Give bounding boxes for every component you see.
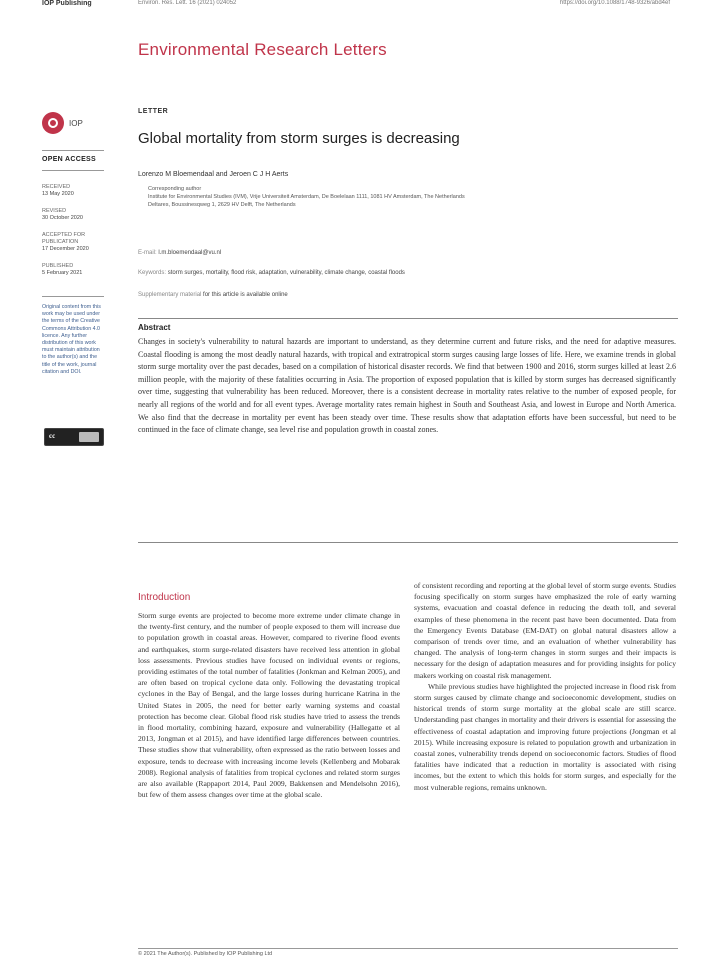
sidebar-divider: [42, 150, 104, 151]
body-column-right: [414, 580, 676, 793]
article-type: LETTER: [138, 108, 169, 115]
body-paragraph: While previous studies have highlighted the projected increase in flood risk from storm surges caused by climate change and socioeconomic development, studies on historical trends of storm surge mortality at the global scale are still scarce. Understanding past changes in mortality and their drivers is essential for assessing the effectiveness of coastal adaptation and improving future projections (Jongman et al 2015). While increasing exposure is related to population growth and urbanization in coastal zones, vulnerability trends depend on socioeconomic factors. Studies of flood fatalities have indicated that a reduction in mortality is associated with rising incomes, but the extent to which this holds for storm surges, and especially for the most vulnerable regions, remains unknown.: [414, 681, 676, 792]
article-title: Global mortality from storm surges is decreasing: [138, 130, 460, 147]
affiliation-line: Institute for Environmental Studies (IVM), Vrije Universiteit Amsterdam, De Boelelaan 1111, 1081 HV Amsterdam, The Netherlands: [148, 194, 465, 200]
doi-link[interactable]: https://doi.org/10.1088/1748-9326/abd4ef: [559, 0, 670, 6]
author-list[interactable]: Lorenzo M Bloemendaal and Jeroen C J H Aerts: [138, 171, 289, 178]
sidebar-divider: [42, 296, 104, 297]
open-access-label: OPEN ACCESS: [42, 156, 96, 163]
abstract-top-rule: [138, 318, 678, 319]
history-accepted-date: 17 December 2020: [42, 246, 89, 252]
body-paragraph: of consistent recording and reporting at the global level of storm surge events. Studies focusing specifically on storm surges have emphasized the role of early warning systems, evacuation and coastal defence in reducing the death toll, and several examples of these phenomena in the recent past have been documented. Data from the Emergency Events Database (EM-DAT) on global natural disasters allow a comparison of trends over time, and an evaluation of whether vulnerability has changed. The analysis of long-term changes in storm surges and their impacts is necessary for the design of adaptation measures and for providing insights for policy makers working on coastal risk management.: [414, 581, 676, 680]
keywords-value: storm surges, mortality, flood risk, adaptation, vulnerability, climate change, coastal floods: [167, 270, 405, 276]
supplementary-key[interactable]: Supplementary material: [138, 292, 202, 298]
introduction-heading: Introduction: [138, 592, 191, 603]
affiliation-line: Deltares, Boussinesqweg 1, 2629 HV Delft, The Netherlands: [148, 202, 296, 208]
footer-copyright: © 2021 The Author(s). Published by IOP Publishing Ltd: [138, 951, 273, 957]
keywords-key: Keywords:: [138, 270, 167, 276]
history-received-label: RECEIVED: [42, 184, 71, 190]
publisher-logo-text: IOP: [69, 119, 83, 128]
abstract-bottom-rule: [138, 542, 678, 543]
cc-by-icon: [79, 432, 99, 442]
history-received-date: 13 May 2020: [42, 191, 74, 197]
journal-citation: Environ. Res. Lett. 16 (2021) 024052: [138, 0, 237, 6]
body-column-left: [138, 610, 400, 800]
journal-title[interactable]: Environmental Research Letters: [138, 40, 387, 59]
affiliations: [148, 186, 668, 210]
sidebar-divider: [42, 170, 104, 171]
history-published-label: PUBLISHED: [42, 263, 74, 269]
history-revised-date: 30 October 2020: [42, 215, 83, 221]
affiliation-line: Corresponding author: [148, 186, 202, 192]
creative-commons-badge[interactable]: [44, 428, 104, 446]
history-published-date: 5 February 2021: [42, 270, 83, 276]
email-key: E-mail:: [138, 250, 157, 256]
publisher-logo: [42, 112, 100, 136]
cc-icon: cc: [49, 432, 56, 440]
history-revised-label: REVISED: [42, 208, 67, 214]
publisher-name: IOP Publishing: [42, 0, 92, 7]
footer-rule: [138, 948, 678, 949]
supplementary-line: [138, 292, 288, 298]
body-paragraph: Storm surge events are projected to become more extreme under climate change in the twenty-first century, and the number of people exposed to them will increase due to population growth in coastal areas. However, compared to riverine flood events and earthquakes, storm surge-related disasters have received less attention in global loss assessments. Previous studies have focused on individual events or regions, providing estimates of the total number of fatalities (Jonkman and Kelman 2005), and are often based on tropical cyclone data only. Following the devastating tropical cyclones in the Bay of Bengal, and the large losses during hurricane Katrina in the United States in 2005, the need for better early warning systems and coastal protection has become clear. Global flood risk studies have tried to assess the trends in flood mortality, combining hazard, exposure and vulnerability (Hallegatte et al 2013, Jongman et al 2015), and have identified large differences between countries. These studies show that vulnerability, often expressed as the ratio between losses and exposure, tends to decrease with increasing income levels (Kellenberg and Mobarak 2008). Regional analysis of fatalities from tropical cyclones and related storm surges are also available (Rappaport 2014, Paul 2009, Bakkensen and Mendelsohn 2016), but few of them assess changes over time at the global scale.: [138, 611, 400, 800]
publisher-logo-icon: [42, 112, 64, 134]
abstract-heading: Abstract: [138, 323, 171, 332]
abstract-text: Changes in society's vulnerability to natural hazards are important to understand, as they determine current and future risks, and the need for adaptive measures. Coastal flooding is among the most deadly natural hazards, with tropical and extratropical storm surges causing large losses of life. Here, we examine trends in global storm surge mortality over the past decades, based on a compilation of historical disaster records. We find that between 1900 and 2016, storm surges killed at least 2.6 million people, with the majority of these fatalities occurring in Asia. The proportion of exposed population that is killed by storm surges has decreased significantly over time, suggesting that vulnerability has been reduced. Moreover, there is a consistent decrease in mortality rates relative to the number of exposed people, for nearly all regions of the world and for all event types. Average mortality rates remain highest in South and Southeast Asia, and lowest in Europe and North America. We also find that the decrease in mortality per event has been steady over time. These results show that adaptation efforts have been successful, but need to be continued in the face of climate change, sea level rise and population growth in coastal zones.: [138, 337, 676, 435]
history-accepted-label: ACCEPTED FOR PUBLICATION: [42, 232, 86, 245]
supplementary-value: for this article is available online: [203, 292, 288, 298]
email-line: [138, 250, 221, 256]
license-statement[interactable]: Original content from this work may be used under the terms of the Creative Commons Attribution 4.0 licence. Any further distribution of this work must maintain attribution to the author(s) and the title of the work, journal citation and DOI.: [42, 304, 101, 375]
email-value[interactable]: l.m.bloemendaal@vu.nl: [158, 250, 222, 256]
keywords-line: [138, 270, 678, 276]
